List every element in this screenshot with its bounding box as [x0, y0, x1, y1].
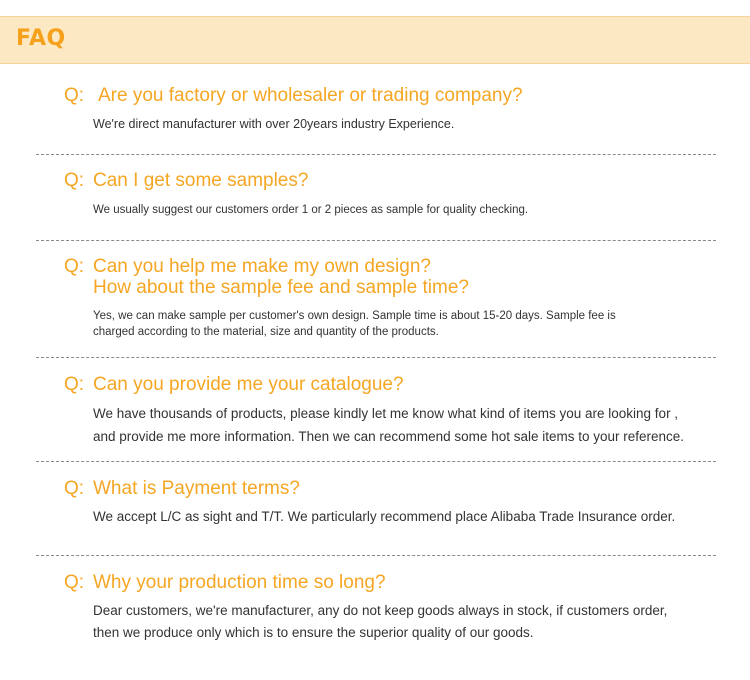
faq-title: FAQ	[16, 26, 66, 51]
question-text: Can you help me make my own design?	[93, 256, 431, 277]
faq-item-factory	[0, 85, 750, 131]
divider	[36, 154, 716, 155]
divider	[36, 461, 716, 462]
question-row	[0, 256, 750, 302]
question-label: Q:	[64, 85, 85, 106]
question-row	[0, 374, 750, 400]
question-label: Q:	[64, 170, 85, 191]
question-text: Why your production time so long?	[93, 572, 386, 593]
answer-text-line-2: then we produce only which is to ensure the superior quality of our goods.	[93, 625, 534, 640]
question-row	[0, 85, 750, 111]
divider	[36, 357, 716, 358]
question-row	[0, 170, 750, 196]
answer-text-line-2: and provide me more information. Then we can recommend some hot sale items to your reference.	[93, 429, 685, 444]
divider	[36, 555, 716, 556]
question-label: Q:	[64, 478, 85, 499]
question-text: Can you provide me your catalogue?	[93, 374, 404, 395]
answer-text: We have thousands of products, please kindly let me know what kind of items you are looking for ,	[93, 406, 679, 421]
question-label: Q:	[64, 256, 85, 277]
question-row	[0, 478, 750, 504]
answer-text: Dear customers, we're manufacturer, any do not keep goods always in stock, if customers order,	[93, 603, 668, 618]
answer-text: We accept L/C as sight and T/T. We particularly recommend place Alibaba Trade Insurance order.	[93, 509, 676, 524]
question-text: What is Payment terms?	[93, 478, 300, 499]
question-text-line-2: How about the sample fee and sample time?	[93, 277, 469, 298]
question-text: Are you factory or wholesaler or trading company?	[98, 85, 523, 106]
divider	[36, 240, 716, 241]
question-label: Q:	[64, 374, 85, 395]
question-text: Can I get some samples?	[93, 170, 309, 191]
faq-item-payment	[0, 478, 750, 524]
answer-text-line-2: charged according to the material, size and quantity of the products.	[93, 326, 439, 338]
faq-item-samples	[0, 170, 750, 216]
faq-item-design	[0, 256, 750, 338]
question-row	[0, 572, 750, 598]
faq-item-catalogue	[0, 374, 750, 444]
answer-text: We usually suggest our customers order 1 or 2 pieces as sample for quality checking.	[93, 204, 529, 216]
faq-item-production-time	[0, 572, 750, 640]
answer-text: We're direct manufacturer with over 20years industry Experience.	[93, 117, 455, 131]
answer-text: Yes, we can make sample per customer's own design. Sample time is about 15-20 days. Sample fee is	[93, 310, 616, 322]
question-label: Q:	[64, 572, 85, 593]
faq-header-bar	[0, 16, 750, 64]
